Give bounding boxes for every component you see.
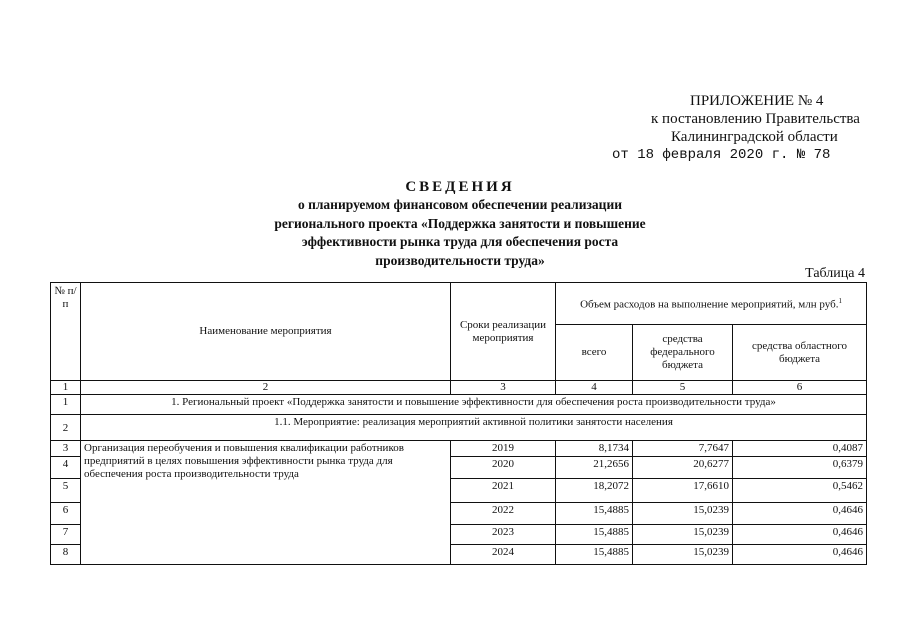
row-regional: 0,6379 [733, 457, 867, 479]
activity-name: Организация переобучения и повышения квалификации работников предприятий в целях повышения эффективности рынка труда для обеспечения роста производительности труда [81, 441, 451, 565]
section-title: 1. Региональный проект «Поддержка занятости и повышение эффективности для обеспечения роста производительности труда» [81, 395, 867, 415]
header-volume-footnote: 1 [838, 297, 842, 306]
subsection-row [51, 415, 867, 441]
row-regional: 0,4087 [733, 441, 867, 457]
row-total: 18,2072 [556, 479, 633, 503]
row-year: 2021 [451, 479, 556, 503]
row-num: 1 [51, 395, 81, 415]
row-total: 8,1734 [556, 441, 633, 457]
row-num: 7 [51, 525, 81, 545]
row-year: 2023 [451, 525, 556, 545]
col-number: 5 [633, 381, 733, 395]
row-num: 6 [51, 503, 81, 525]
row-federal: 15,0239 [633, 525, 733, 545]
row-num: 2 [51, 415, 81, 441]
row-year: 2022 [451, 503, 556, 525]
title-line-3: эффективности рынка труда для обеспечения роста [301, 234, 619, 249]
row-federal: 15,0239 [633, 545, 733, 565]
row-regional: 0,4646 [733, 545, 867, 565]
header-volume [556, 283, 867, 325]
row-num: 5 [51, 479, 81, 503]
row-regional: 0,4646 [733, 525, 867, 545]
header-federal: средства федерального бюджета [633, 325, 733, 381]
funding-table [50, 282, 867, 565]
row-federal: 7,7647 [633, 441, 733, 457]
row-total: 15,4885 [556, 503, 633, 525]
table-label: Таблица 4 [805, 266, 865, 281]
document-title [200, 178, 720, 270]
header-name: Наименование мероприятия [81, 283, 451, 381]
row-year: 2020 [451, 457, 556, 479]
annex-line-2: к постановлению Правительства [651, 111, 860, 127]
header-volume-text: Объем расходов на выполнение мероприятий, млн руб. [580, 298, 839, 311]
header-total: всего [556, 325, 633, 381]
col-number: 2 [81, 381, 451, 395]
row-total: 15,4885 [556, 545, 633, 565]
row-total: 15,4885 [556, 525, 633, 545]
row-federal: 17,6610 [633, 479, 733, 503]
row-num: 4 [51, 457, 81, 479]
header-terms: Сроки реализации мероприятия [451, 283, 556, 381]
row-year: 2019 [451, 441, 556, 457]
row-total: 21,2656 [556, 457, 633, 479]
column-numbers-row [51, 381, 867, 395]
section-row [51, 395, 867, 415]
header-num: № п/п [51, 283, 81, 381]
title-line-2: регионального проекта «Поддержка занятости и повышение [274, 215, 646, 231]
subsection-title: 1.1. Мероприятие: реализация мероприятий активной политики занятости населения [81, 415, 867, 441]
annex-line-3: Калининградской области [671, 129, 838, 145]
col-number: 4 [556, 381, 633, 395]
row-federal: 15,0239 [633, 503, 733, 525]
title-heading: СВЕДЕНИЯ [405, 179, 515, 195]
row-year: 2024 [451, 545, 556, 565]
title-line-1: о планируемом финансовом обеспечении реализации [297, 197, 623, 212]
row-regional: 0,5462 [733, 479, 867, 503]
annex-date-number: от 18 февраля 2020 г. № 78 [612, 147, 831, 163]
table-row [51, 441, 867, 457]
title-line-4: производительности труда» [375, 252, 545, 268]
header-regional: средства областного бюджета [733, 325, 867, 381]
row-federal: 20,6277 [633, 457, 733, 479]
row-num: 8 [51, 545, 81, 565]
row-num: 3 [51, 441, 81, 457]
row-regional: 0,4646 [733, 503, 867, 525]
annex-title: ПРИЛОЖЕНИЕ № 4 [690, 93, 824, 109]
col-number: 1 [51, 381, 81, 395]
col-number: 3 [451, 381, 556, 395]
col-number: 6 [733, 381, 867, 395]
